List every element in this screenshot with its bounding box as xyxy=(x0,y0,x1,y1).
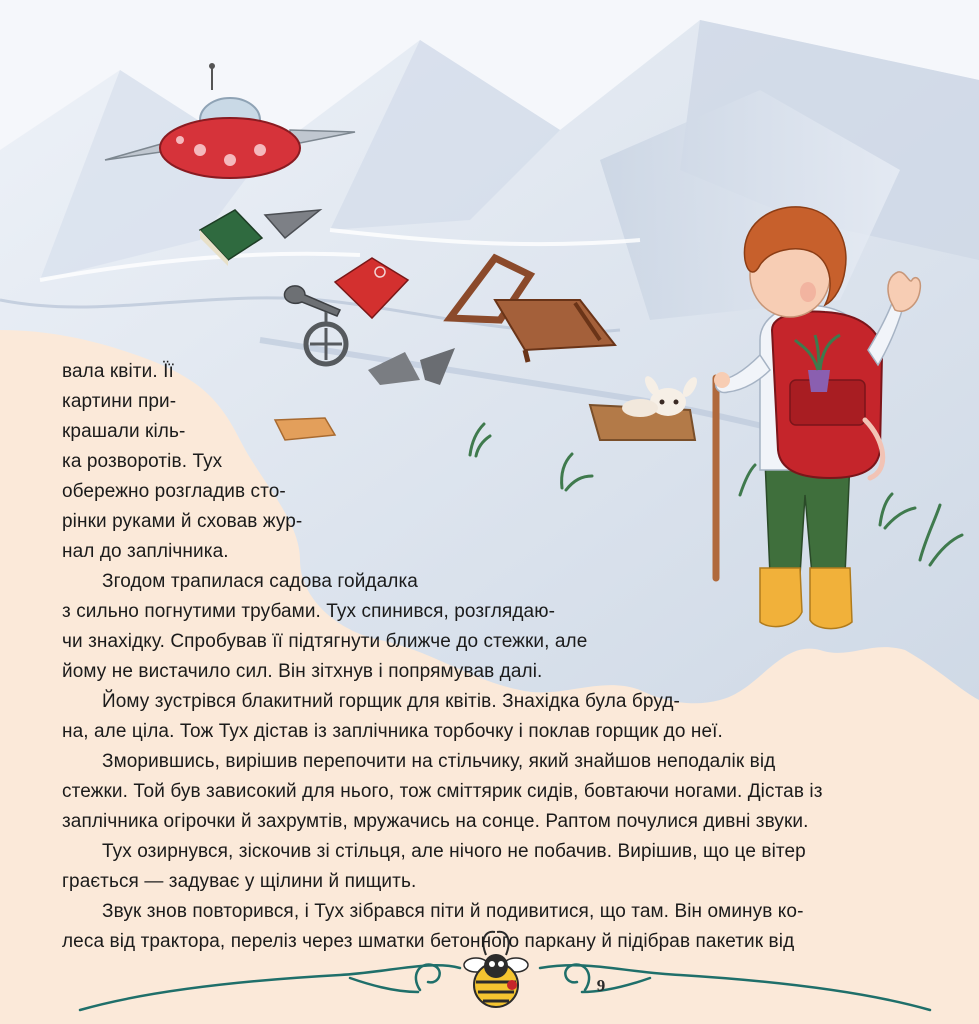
text-line: Згодом трапилася садова гойдалка xyxy=(102,571,418,592)
text-line: обережно розгладив сто- xyxy=(62,481,286,502)
text-line: стежки. Той був зависокий для нього, тож сміттярик сидів, бовтаючи ногами. Дістав із xyxy=(62,781,823,802)
text-line: Зморившись, вирішив перепочити на стільчику, який знайшов неподалік від xyxy=(102,751,776,772)
text-line: леса від трактора, переліз через шматки бетонного паркану й підібрав пакетик від xyxy=(62,931,795,952)
text-line: Йому зустрівся блакитний горщик для квітів. Знахідка була бруд- xyxy=(102,691,680,712)
text-line: з сильно погнутими трубами. Тух спинився, розглядаю- xyxy=(62,601,555,622)
text-line: нал до заплічника. xyxy=(62,541,229,562)
text-line: Тух озирнувся, зіскочив зі стільця, але нічого не побачив. Вирішив, що це вітер xyxy=(102,841,806,862)
text-line: ка розворотів. Тух xyxy=(62,451,223,472)
text-line: на, але ціла. Тож Тух дістав із заплічника торбочку і поклав горщик до неї. xyxy=(62,721,723,742)
text-line: картини при- xyxy=(62,391,177,412)
text-line: грається — задуває у щілини й пищить. xyxy=(62,871,417,892)
text-line: чи знахідку. Спробував її підтягнути ближче до стежки, але xyxy=(62,631,588,652)
text-line: йому не вистачило сил. Він зітхнув і попрямував далі. xyxy=(62,661,543,682)
text-line: крашали кіль- xyxy=(62,421,186,442)
text-line: вала квіти. Її xyxy=(62,361,174,382)
text-line: Звук знов повторився, і Тух зібрався піти й подивитися, що там. Він оминув ко- xyxy=(102,901,804,922)
text-line: заплічника огірочки й захрумтів, мружачись на сонце. Раптом почулися дивні звуки. xyxy=(62,811,809,832)
text-line: рінки руками й сховав жур- xyxy=(62,511,303,532)
page-number: 9 xyxy=(596,976,606,995)
